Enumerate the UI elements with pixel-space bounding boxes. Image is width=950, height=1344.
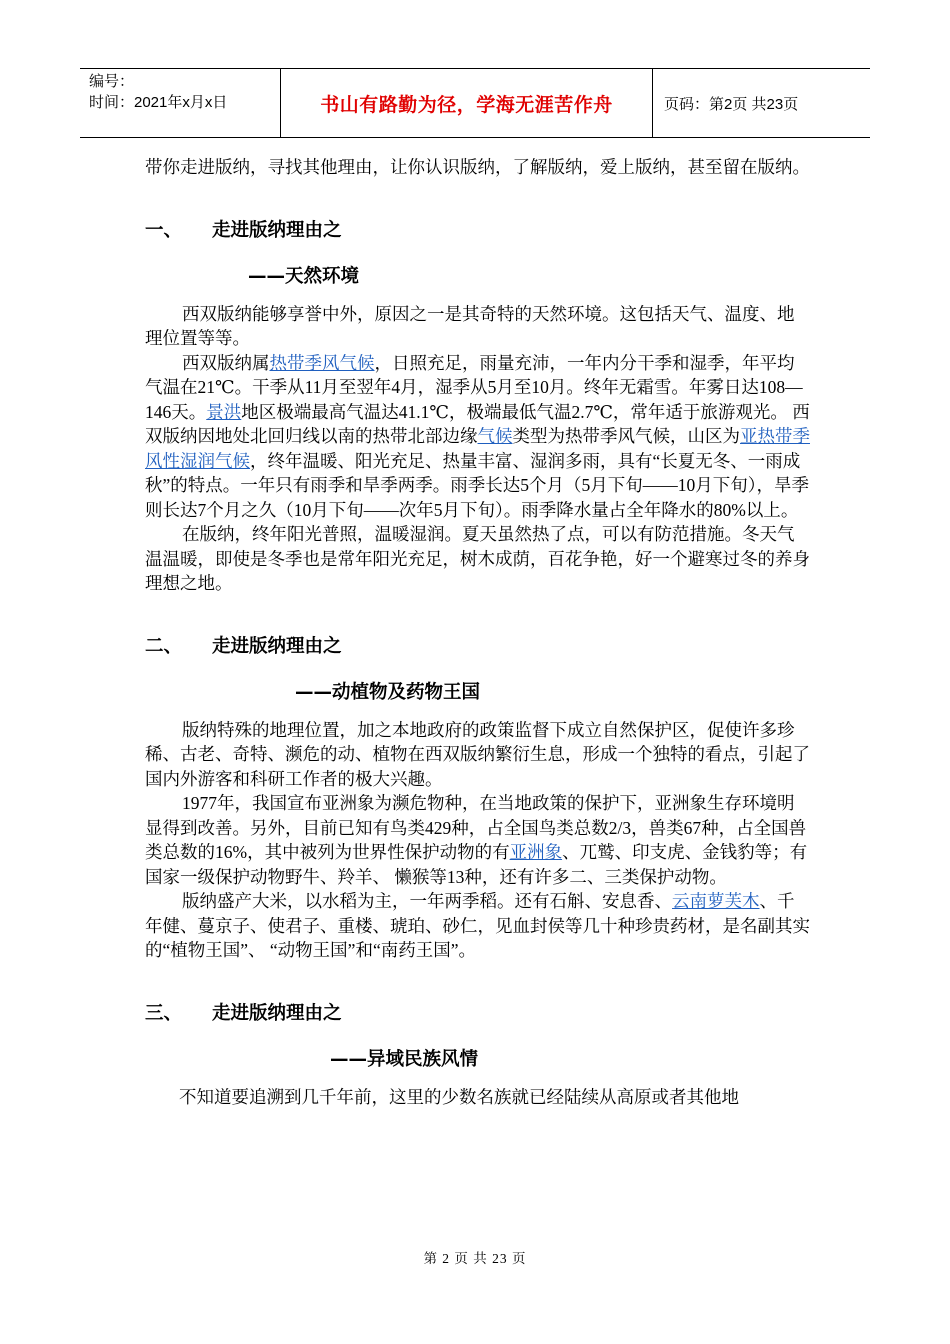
paragraph: 西双版纳属热带季风气候，日照充足，雨量充沛，一年内分干季和湿季，年平均气温在21℃。干季从11月至翌年4月，湿季从5月至10月。终年无霜雪。年雾日达108—146天。景洪地区极端最高气温达41.1℃，极端最低气温2.7℃，常年适于旅游观光。 西双版纳因地处北回归线以南的热带北部边缘气候类型为热带季风气候，山区为亚热带季风性湿润气候，终年温暖、阳光充足、热量丰富、湿润多雨，具有“长夏无冬、一雨成秋”的特点。一年只有雨季和旱季两季。雨季长达5个月（5月下旬——10月下旬），旱季则长达7个月之久（10月下旬——次年5月下旬）。雨季降水量占全年降水的80%以上。 bbox=[145, 352, 810, 520]
section-heading-2 bbox=[145, 628, 810, 668]
paragraph: 在版纳，终年阳光普照，温暖湿润。夏天虽然热了点，可以有防范措施。冬天气温温暖，即使是冬季也是常年阳光充足，树木成荫，百花争艳，好一个避寒过冬的养身理想之地。 bbox=[145, 524, 810, 593]
time-label: 时间：2021年x月x日 bbox=[89, 94, 228, 111]
link-subtropical-monsoon-climate[interactable]: 亚热带季风性湿润气候 bbox=[145, 426, 810, 471]
link-tropical-monsoon-climate[interactable]: 热带季风气候 bbox=[269, 352, 375, 373]
section-title: 走进版纳理由之 bbox=[212, 1003, 342, 1025]
link-jinghong[interactable]: 景洪 bbox=[206, 401, 242, 422]
paragraph: 版纳盛产大米，以水稻为主，一年两季稻。还有石斛、安息香、云南萝芙木、千年健、蔓京子、使君子、重楼、琥珀、砂仁，见血封侯等几十种珍贵药材，是名副其实的“植物王国”、 “动物王国”和“南药王国”。 bbox=[145, 891, 810, 960]
page-header bbox=[80, 68, 870, 138]
paragraph: 1977年，我国宣布亚洲象为濒危物种，在当地政策的保护下，亚洲象生存环境明显得到改善。另外，目前已知有鸟类429种，占全国鸟类总数2/3，兽类67种，占全国兽类总数的16%，其中被列为世界性保护动物的有亚洲象、兀鹫、印支虎、金钱豹等；有国家一级保护动物野牛、羚羊、 懒猴等13种，还有许多二、三类保护动物。 bbox=[145, 793, 808, 887]
link-rauvolfia[interactable]: 云南萝芙木 bbox=[672, 891, 760, 911]
paragraph: 版纳特殊的地理位置，加之本地政府的政策监督下成立自然保护区，促使许多珍稀、古老、奇特、濒危的动、植物在西双版纳繁衍生息，形成一个独特的看点，引起了国内外游客和科研工作者的极大兴趣。 bbox=[145, 719, 810, 789]
section-subtitle-1: ——天然环境 bbox=[248, 266, 360, 288]
section-heading-1 bbox=[145, 212, 810, 252]
section-number: 二、 bbox=[145, 636, 183, 658]
page-footer: 第 2 页 共 23 页 bbox=[423, 1251, 527, 1266]
section-heading-3 bbox=[145, 995, 810, 1035]
header-meta bbox=[80, 69, 281, 137]
header-motto: 书山有路勤为径，学海无涯苦作舟 bbox=[281, 69, 653, 137]
section-number: 一、 bbox=[145, 220, 183, 242]
section-subtitle-2: ——动植物及药物王国 bbox=[295, 682, 481, 704]
document-body bbox=[145, 155, 810, 1109]
header-page-info: 页码：第2页 共23页 bbox=[664, 95, 799, 113]
section-title: 走进版纳理由之 bbox=[212, 220, 342, 242]
link-climate[interactable]: 气候 bbox=[477, 426, 513, 446]
number-label: 编号： bbox=[89, 73, 135, 90]
intro-paragraph: 带你走进版纳，寻找其他理由，让你认识版纳，了解版纳，爱上版纳，甚至留在版纳。 bbox=[145, 157, 810, 177]
paragraph: 西双版纳能够享誉中外，原因之一是其奇特的天然环境。这包括天气、温度、地理位置等等。 bbox=[145, 303, 795, 348]
paragraph: 不知道要追溯到几千年前，这里的少数名族就已经陆续从高原或者其他地 bbox=[179, 1086, 739, 1107]
section-subtitle-3: ——异域民族风情 bbox=[330, 1049, 479, 1071]
link-asian-elephant[interactable]: 亚洲象 bbox=[509, 842, 563, 862]
section-number: 三、 bbox=[145, 1003, 183, 1025]
section-title: 走进版纳理由之 bbox=[212, 636, 342, 658]
